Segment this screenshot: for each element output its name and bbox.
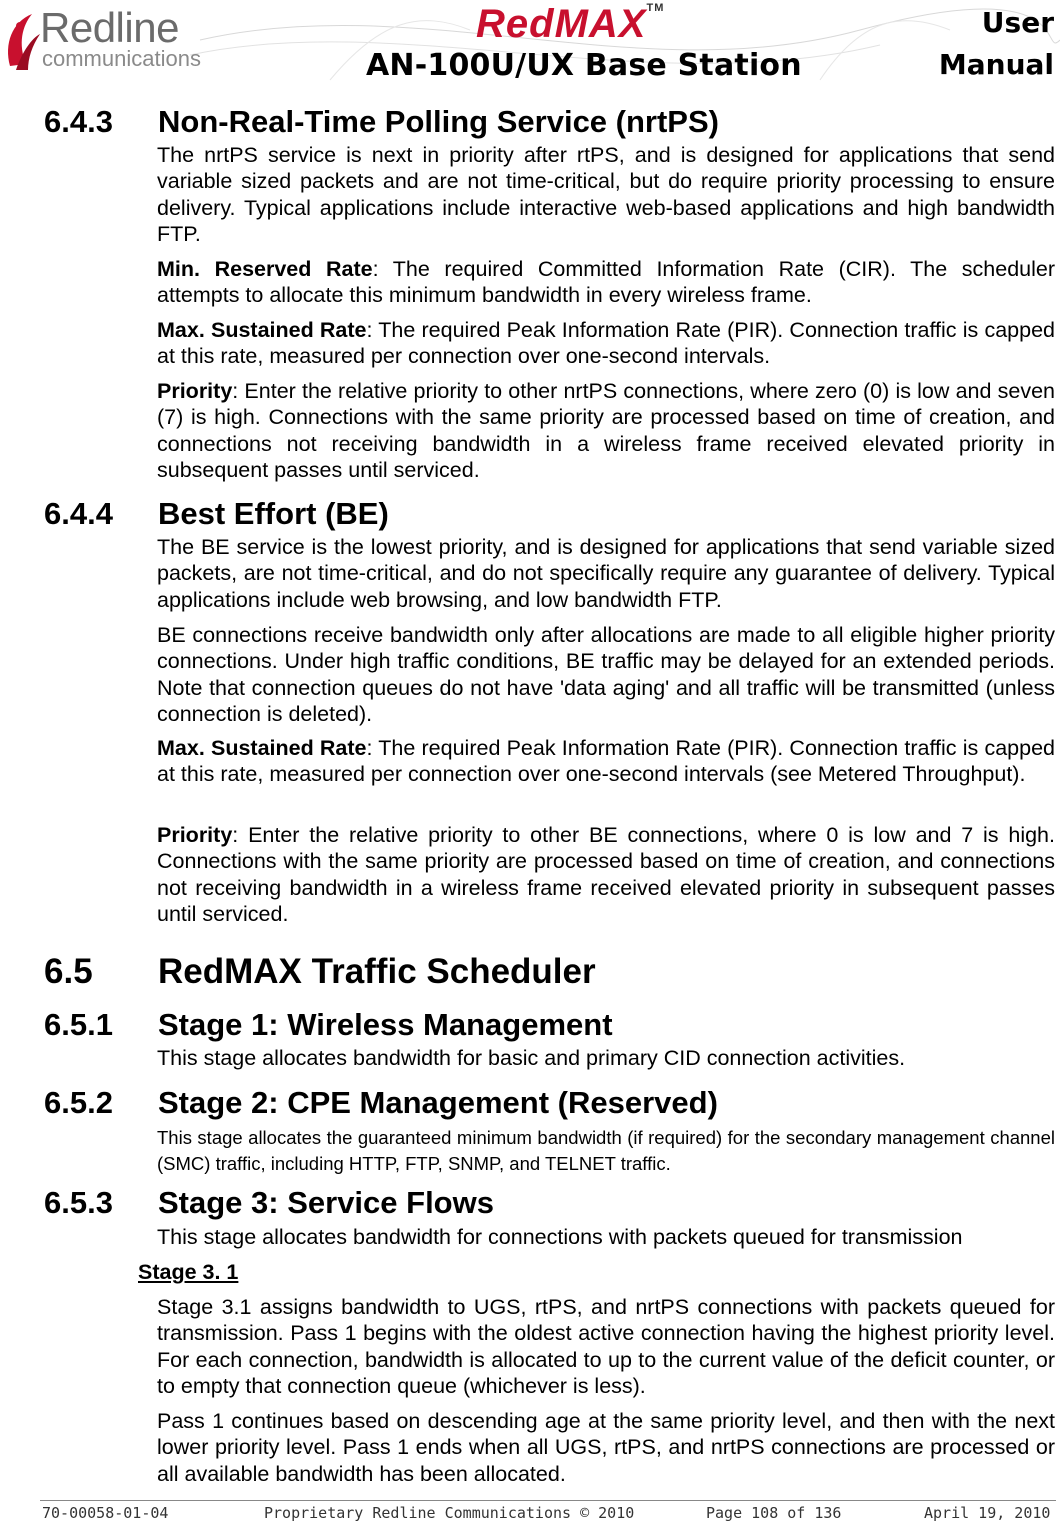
doc-type xyxy=(939,2,1054,86)
section-title: Non-Real-Time Polling Service (nrtPS) xyxy=(158,104,719,139)
doc-type-line1: User xyxy=(981,6,1054,39)
section-title: RedMAX Traffic Scheduler xyxy=(158,952,596,991)
section-number: 6.5 xyxy=(44,952,93,991)
stage3-text: This stage allocates bandwidth for connections with packets queued for transmission xyxy=(157,1225,963,1249)
footer-copyright: Proprietary Redline Communications © 2010 xyxy=(264,1504,635,1522)
product-name: AN-100U/UX Base Station xyxy=(366,48,802,83)
nrtps-min-rate xyxy=(157,256,1055,309)
stage2-text: This stage allocates the guaranteed minimum bandwidth (if required) for the secondary management channel (SMC) traffic, including HTTP, FTP, SNMP, and TELNET traffic. xyxy=(157,1127,1055,1175)
nrtps-intro: The nrtPS service is next in priority after rtPS, and is designed for applications that send variable sized packets and are not time-critical, but do require priority processing to ensure delivery. Typical applications include interactive web-based applications and high bandwidth FTP. xyxy=(157,143,1055,246)
stage-3-1-label: Stage 3. 1 xyxy=(138,1260,239,1284)
max-rate-text: : The required Peak Information Rate (PIR). Connection traffic is capped at this rate, measured per connection over one-second intervals (see Metered Throughput). xyxy=(157,736,1055,787)
footer-divider xyxy=(40,1500,1056,1501)
be-max-rate xyxy=(157,735,1055,788)
priority-label: Priority xyxy=(157,823,233,847)
brand-max: MAX xyxy=(554,2,647,46)
section-title: Stage 2: CPE Management (Reserved) xyxy=(158,1085,718,1120)
section-title: Best Effort (BE) xyxy=(158,496,389,531)
priority-label: Priority xyxy=(157,379,233,403)
priority-text: : Enter the relative priority to other nrtPS connections, where zero (0) is low and seven (7) is high. Connections with the same priority are processed based on time of creation, and connections not receiving bandwidth in a wireless frame received elevated priority in subsequent passes until serviced. xyxy=(157,379,1055,482)
stage3-1-para1: Stage 3.1 assigns bandwidth to UGS, rtPS, and nrtPS connections with packets queued for transmission. Pass 1 begins with the oldest active connection having the highest priority level. For each connection, bandwidth is allocated to up to the current value of the deficit counter, or to empty that connection queue (whichever is less). xyxy=(157,1295,1055,1398)
section-title: Stage 1: Wireless Management xyxy=(158,1007,613,1042)
min-rate-label: Min. Reserved Rate xyxy=(157,257,373,281)
section-number: 6.5.2 xyxy=(44,1085,113,1120)
page-header xyxy=(0,0,1060,92)
be-intro: The BE service is the lowest priority, and is designed for applications that send variable sized packets, are not time-critical, and do not specifically require any guarantee of delivery. Typical applications include web browsing, and low bandwidth FTP. xyxy=(157,535,1055,612)
stage1-text: This stage allocates bandwidth for basic and primary CID connection activities. xyxy=(157,1046,906,1070)
redline-swirl-icon xyxy=(2,4,42,74)
section-number: 6.4.3 xyxy=(44,104,113,139)
company-name: Redline xyxy=(40,4,179,51)
stage3-1-para2: Pass 1 continues based on descending age at the same priority level, and then with the next lower priority level. Pass 1 ends when all UGS, rtPS, and nrtPS connections are processed or all available bandwidth has been allocated. xyxy=(157,1409,1055,1486)
be-priority xyxy=(157,822,1055,927)
redline-logo xyxy=(2,4,202,74)
footer-date: April 19, 2010 xyxy=(924,1504,1051,1522)
doc-type-line2: Manual xyxy=(938,48,1054,81)
priority-text: : Enter the relative priority to other BE connections, where 0 is low and 7 is high. Connections with the same priority are processed based on time of creation, and connections not receiving bandwidth in a wireless frame received elevated priority in subsequent passes until serviced. xyxy=(157,823,1055,926)
nrtps-max-rate xyxy=(157,317,1055,370)
max-rate-label: Max. Sustained Rate xyxy=(157,736,367,760)
trademark: TM xyxy=(646,2,665,14)
max-rate-text: : The required Peak Information Rate (PIR). Connection traffic is capped at this rate, measured per connection over one-second intervals. xyxy=(157,318,1055,369)
brand-red: Red xyxy=(476,2,555,46)
nrtps-priority xyxy=(157,378,1055,483)
footer-page: Page 108 of 136 xyxy=(706,1504,842,1522)
be-para2: BE connections receive bandwidth only after allocations are made to all eligible higher priority connections. Under high traffic conditions, BE traffic may be delayed for an extended periods. Note that connection queues do not have 'data aging' and all traffic will be transmitted (unless connection is deleted). xyxy=(157,623,1055,726)
section-number: 6.5.1 xyxy=(44,1007,113,1042)
section-number: 6.4.4 xyxy=(44,496,113,531)
section-number: 6.5.3 xyxy=(44,1185,113,1220)
min-rate-text: : The required Committed Information Rate (CIR). The scheduler attempts to allocate this minimum bandwidth in every wireless frame. xyxy=(157,257,1055,308)
redmax-logo xyxy=(476,2,664,47)
section-title: Stage 3: Service Flows xyxy=(158,1185,494,1220)
max-rate-label: Max. Sustained Rate xyxy=(157,318,367,342)
footer-doc-number: 70-00058-01-04 xyxy=(42,1504,169,1522)
company-sub: communications xyxy=(42,46,201,71)
